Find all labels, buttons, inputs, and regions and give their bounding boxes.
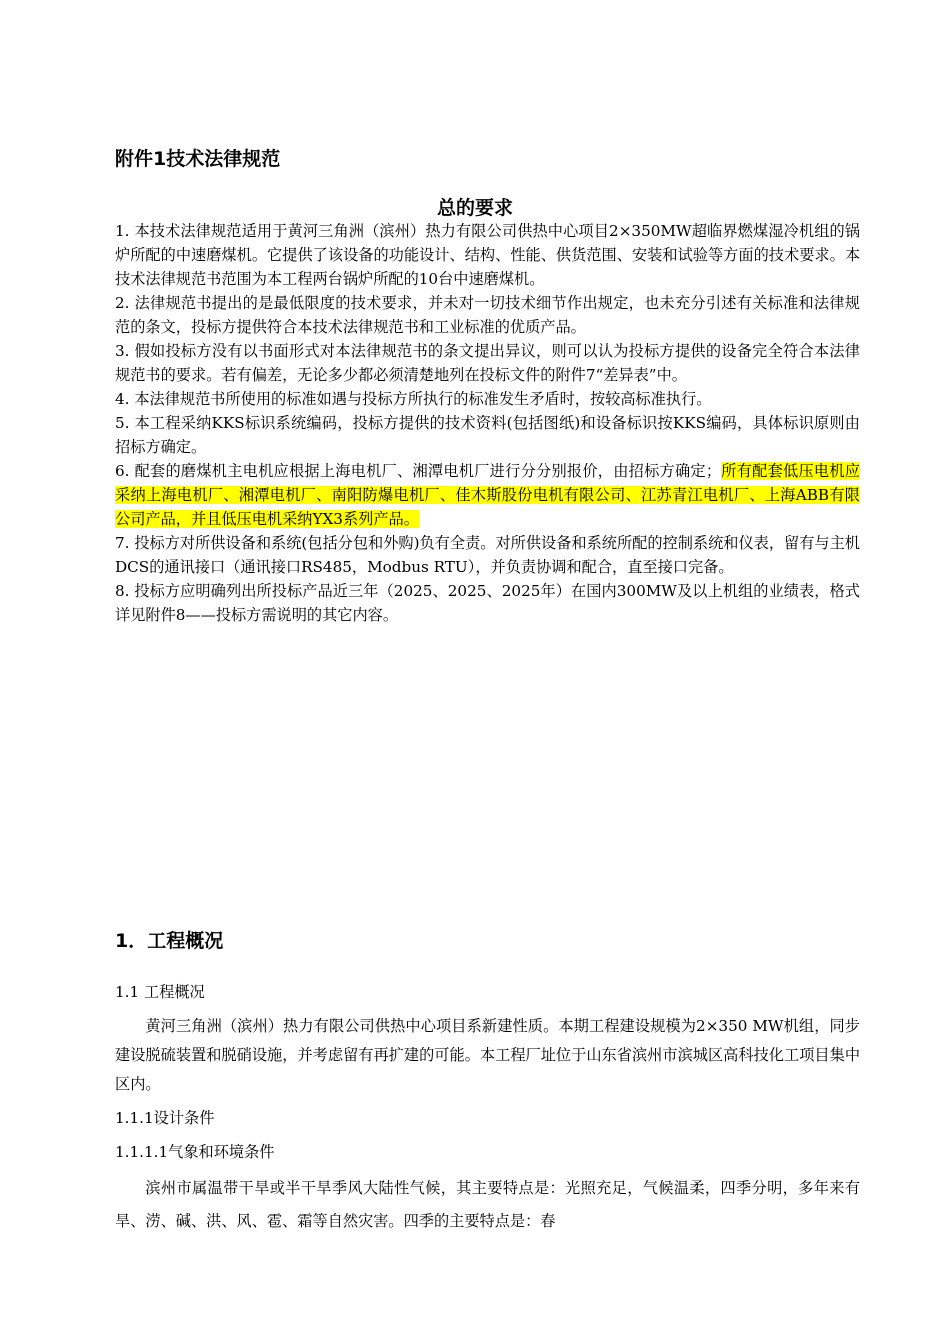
requirement-item-7: 7. 投标方对所供设备和系统(包括分包和外购)负有全责。对所供设备和系统所配的控制系统和仪表，留有与主机DCS的通讯接口（通讯接口RS485，Modbus RTU），并负责协调和配合，直至接口完备。 xyxy=(115,534,860,576)
requirement-item-6-highlight: 所有配套低压电机应采纳上海电机厂、湘潭电机厂、南阳防爆电机厂、佳木斯股份电机有限公司、江苏青江电机厂、上海ABB有限公司产品，并且低压电机采纳YX3系列产品。 xyxy=(115,462,860,528)
requirements-list xyxy=(115,219,860,627)
subsection-1-1-heading: 1.1 工程概况 xyxy=(115,983,205,1001)
requirement-item-6-text: 6. 配套的磨煤机主电机应根据上海电机厂、湘潭电机厂进行分分别报价，由招标方确定； xyxy=(115,462,722,480)
requirement-item-1: 1. 本技术法律规范适用于黄河三角洲（滨州）热力有限公司供热中心项目2×350MW超临界燃煤湿冷机组的锅炉所配的中速磨煤机。它提供了该设备的功能设计、结构、性能、供货范围、安装和试验等方面的技术要求。本技术法律规范书范围为本工程两台锅炉所配的10台中速磨煤机。 xyxy=(115,222,860,288)
climate-paragraph: 滨州市属温带干旱或半干旱季风大陆性气候，其主要特点是：光照充足，气候温柔，四季分明，多年来有旱、涝、碱、洪、风、雹、霜等自然灾害。四季的主要特点是：春 xyxy=(115,1179,860,1230)
subsection-1-1-1-heading: 1.1.1设计条件 xyxy=(115,1109,215,1127)
requirement-item-4: 4. 本法律规范书所使用的标准如遇与投标方所执行的标准发生矛盾时，按较高标准执行。 xyxy=(115,390,712,408)
requirement-item-6 xyxy=(115,459,860,531)
attachment-title: 附件1技术法律规范 xyxy=(115,148,281,170)
requirement-item-2: 2. 法律规范书提出的是最低限度的技术要求，并未对一切技术细节作出规定，也未充分引述有关标准和法律规范的条文，投标方提供符合本技术法律规范书和工业标准的优质产品。 xyxy=(115,294,860,336)
project-overview-paragraph: 黄河三角洲（滨州）热力有限公司供热中心项目系新建性质。本期工程建设规模为2×350 MW机组，同步建设脱硫装置和脱硝设施，并考虑留有再扩建的可能。本工程厂址位于山东省滨州市滨城区高科技化工项目集中区内。 xyxy=(115,1017,860,1093)
section-title-project-overview: 1．工程概况 xyxy=(115,930,224,952)
general-requirements-title: 总的要求 xyxy=(436,197,513,219)
requirement-item-8: 8. 投标方应明确列出所投标产品近三年（2025、2025、2025年）在国内300MW及以上机组的业绩表，格式详见附件8——投标方需说明的其它内容。 xyxy=(115,582,860,624)
subsection-1-1-1-1-heading: 1.1.1.1气象和环境条件 xyxy=(115,1143,275,1161)
requirement-item-3: 3. 假如投标方没有以书面形式对本法律规范书的条文提出异议，则可以认为投标方提供的设备完全符合本法律规范书的要求。若有偏差，无论多少都必须清楚地列在投标文件的附件7“差异表”中。 xyxy=(115,342,860,384)
requirement-item-5: 5. 本工程采纳KKS标识系统编码，投标方提供的技术资料(包括图纸)和设备标识按KKS编码，具体标识原则由招标方确定。 xyxy=(115,414,860,456)
